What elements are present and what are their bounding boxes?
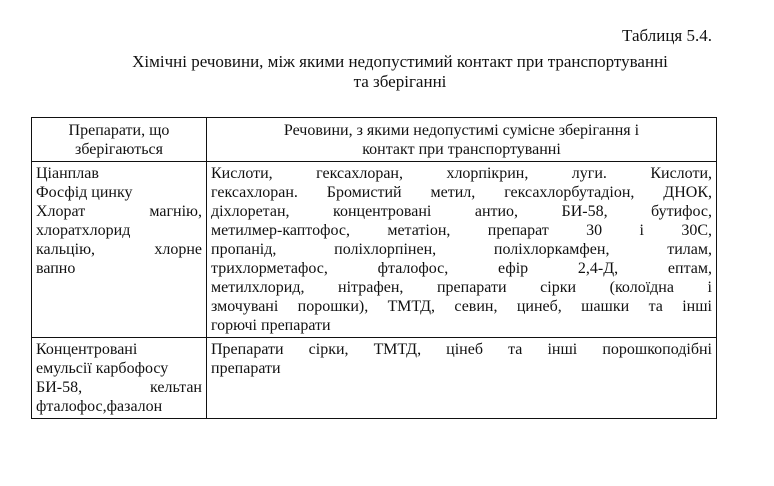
cell-line: змочувані порошки), ТМТД, севин, цинеб, шашки та інші (211, 298, 712, 315)
cell-line: Хлорат магнію, (36, 203, 202, 220)
cell-line: Концентровані (36, 341, 138, 358)
cell-line: фталофос,фазалон (36, 398, 163, 415)
cell-line: Препарати сірки, ТМТД, цінеб та інші порошкоподібні (211, 341, 712, 358)
header-stored-preparations (32, 118, 207, 162)
cell-line: БИ-58, кельтан (36, 379, 202, 396)
cell-line: діхлоретан, концентровані антио, БИ-58, бутифос, (211, 203, 712, 220)
cell-line: препарати (211, 360, 281, 377)
header-col1-line-2: зберігаються (75, 141, 163, 158)
header-col2-line-1: Речовини, з якими недопустимі сумісне зберігання і (283, 122, 640, 139)
table-number: Таблиця 5.4. (622, 26, 712, 45)
header-incompatible-substances (207, 118, 717, 162)
row-1-preparations (32, 162, 207, 338)
cell-line: хлоратхлорид (36, 222, 131, 239)
cell-line: Кислоти, гексахлоран, хлорпікрин, луги. Кислоти, (211, 165, 712, 182)
cell-line: кальцію, хлорне (36, 241, 202, 258)
header-col1-line-1: Препарати, що (68, 122, 170, 139)
cell-line: гексахлоран. Бромистий метил, гексахлорбутадіон, ДНОК, (211, 184, 712, 201)
cell-line: емульсії карбофосу (36, 360, 169, 377)
table-row (32, 162, 717, 338)
chemicals-table (31, 117, 717, 419)
row-1-substances (207, 162, 717, 338)
cell-line: Ціанплав (36, 165, 99, 182)
cell-line: горючі препарати (211, 317, 331, 334)
cell-line: Фосфід цинку (36, 184, 133, 201)
cell-line: трихлорметафос, фталофос, ефір 2,4-Д, ептам, (211, 260, 712, 277)
caption-line-1: Хімічні речовини, між якими недопустимий контакт при транспортуванні (132, 52, 668, 71)
header-row (32, 118, 717, 162)
cell-line: пропанід, поліхлорпінен, поліхлоркамфен, тилам, (211, 241, 712, 258)
table-row (32, 338, 717, 419)
table-caption (60, 52, 740, 92)
header-col2-line-2: контакт при транспортуванні (362, 141, 561, 158)
cell-line: вапно (36, 260, 76, 277)
row-2-substances (207, 338, 717, 419)
row-2-preparations (32, 338, 207, 419)
cell-line: метилмер-каптофос, метатіон, препарат 30 і 30С, (211, 222, 712, 239)
caption-line-2: та зберіганні (353, 72, 447, 91)
cell-line: метилхлорид, нітрафен, препарати сірки (колоїдна і (211, 279, 712, 296)
